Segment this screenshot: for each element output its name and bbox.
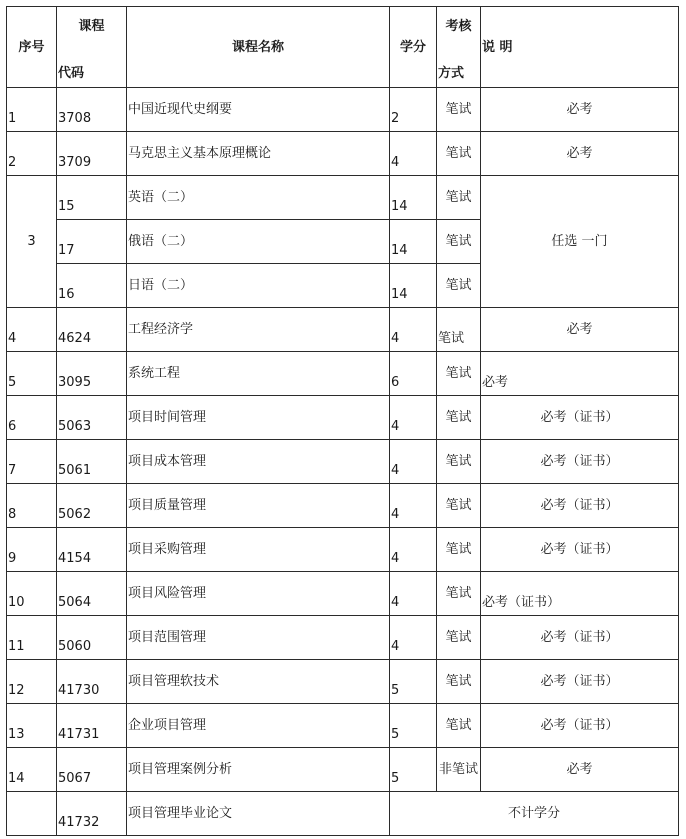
cell-mode: 笔试	[437, 572, 481, 616]
cell-code: 4154	[57, 528, 127, 572]
cell-mode: 笔试	[437, 308, 481, 352]
cell-credit: 4	[390, 616, 437, 660]
cell-seq: 11	[7, 616, 57, 660]
cell-seq: 8	[7, 484, 57, 528]
cell-mode: 笔试	[437, 132, 481, 176]
cell-mode: 笔试	[437, 528, 481, 572]
cell-note: 必考	[481, 748, 679, 792]
cell-note: 必考（证书）	[481, 572, 679, 616]
cell-name: 中国近现代史纲要	[127, 88, 390, 132]
table-row	[7, 528, 679, 572]
course-table	[6, 6, 679, 836]
header-name: 课程名称	[127, 7, 390, 88]
cell-seq: 12	[7, 660, 57, 704]
cell-seq: 14	[7, 748, 57, 792]
cell-name: 马克思主义基本原理概论	[127, 132, 390, 176]
table-row	[7, 132, 679, 176]
table-row	[7, 440, 679, 484]
cell-note: 必考	[481, 132, 679, 176]
cell-note: 必考（证书）	[481, 704, 679, 748]
header-seq: 序号	[7, 7, 57, 88]
cell-note-merged: 任选 一门	[481, 176, 679, 308]
cell-note: 必考（证书）	[481, 616, 679, 660]
cell-credit: 4	[390, 308, 437, 352]
cell-note: 必考（证书）	[481, 528, 679, 572]
cell-code: 5060	[57, 616, 127, 660]
cell-note: 必考（证书）	[481, 660, 679, 704]
cell-credit: 4	[390, 132, 437, 176]
table-row	[7, 176, 679, 220]
cell-credit: 5	[390, 660, 437, 704]
cell-seq: 2	[7, 132, 57, 176]
header-mode	[437, 7, 481, 88]
table-row	[7, 396, 679, 440]
table-row	[7, 572, 679, 616]
table-row	[7, 484, 679, 528]
cell-credit: 4	[390, 484, 437, 528]
table-row	[7, 792, 679, 836]
cell-mode: 笔试	[437, 396, 481, 440]
cell-code: 3095	[57, 352, 127, 396]
cell-name: 项目范围管理	[127, 616, 390, 660]
header-row	[7, 7, 679, 88]
cell-code: 41731	[57, 704, 127, 748]
cell-seq	[7, 792, 57, 836]
cell-mode: 笔试	[437, 176, 481, 220]
cell-name: 日语（二）	[127, 264, 390, 308]
cell-credit: 5	[390, 704, 437, 748]
cell-note-merged: 不计学分	[390, 792, 679, 836]
cell-name: 项目采购管理	[127, 528, 390, 572]
cell-code: 3708	[57, 88, 127, 132]
cell-code: 15	[57, 176, 127, 220]
cell-seq: 13	[7, 704, 57, 748]
cell-name: 项目管理毕业论文	[127, 792, 390, 836]
cell-mode: 非笔试	[437, 748, 481, 792]
cell-seq: 5	[7, 352, 57, 396]
cell-credit: 4	[390, 396, 437, 440]
cell-note: 必考（证书）	[481, 440, 679, 484]
cell-name: 项目管理案例分析	[127, 748, 390, 792]
header-note: 说 明	[481, 7, 679, 88]
header-mode-bottom: 方式	[438, 66, 465, 81]
cell-mode: 笔试	[437, 484, 481, 528]
header-code	[57, 7, 127, 88]
cell-seq: 6	[7, 396, 57, 440]
cell-code: 16	[57, 264, 127, 308]
cell-code: 5062	[57, 484, 127, 528]
table-row	[7, 88, 679, 132]
cell-name: 项目风险管理	[127, 572, 390, 616]
cell-name: 英语（二）	[127, 176, 390, 220]
cell-mode: 笔试	[437, 88, 481, 132]
cell-code: 5067	[57, 748, 127, 792]
table-row	[7, 660, 679, 704]
cell-seq: 9	[7, 528, 57, 572]
cell-name: 俄语（二）	[127, 220, 390, 264]
cell-seq: 4	[7, 308, 57, 352]
table-row	[7, 616, 679, 660]
cell-seq: 7	[7, 440, 57, 484]
cell-credit: 14	[390, 264, 437, 308]
table-row	[7, 308, 679, 352]
cell-credit: 4	[390, 440, 437, 484]
cell-mode: 笔试	[437, 616, 481, 660]
cell-mode: 笔试	[437, 220, 481, 264]
cell-credit: 4	[390, 572, 437, 616]
cell-mode: 笔试	[437, 352, 481, 396]
cell-name: 企业项目管理	[127, 704, 390, 748]
cell-note: 必考	[481, 308, 679, 352]
cell-code: 3709	[57, 132, 127, 176]
cell-code: 5064	[57, 572, 127, 616]
cell-mode: 笔试	[437, 704, 481, 748]
cell-code: 17	[57, 220, 127, 264]
cell-mode: 笔试	[437, 264, 481, 308]
cell-credit: 2	[390, 88, 437, 132]
table-row	[7, 748, 679, 792]
cell-credit: 14	[390, 176, 437, 220]
cell-seq-merged: 3	[7, 176, 57, 308]
cell-code: 5063	[57, 396, 127, 440]
cell-name: 项目成本管理	[127, 440, 390, 484]
cell-credit: 4	[390, 528, 437, 572]
header-code-bottom: 代码	[58, 66, 85, 81]
cell-code: 41732	[57, 792, 127, 836]
cell-name: 项目质量管理	[127, 484, 390, 528]
cell-note: 必考（证书）	[481, 484, 679, 528]
cell-code: 4624	[57, 308, 127, 352]
cell-name: 系统工程	[127, 352, 390, 396]
cell-code: 41730	[57, 660, 127, 704]
cell-name: 项目时间管理	[127, 396, 390, 440]
table-row	[7, 704, 679, 748]
cell-note: 必考	[481, 352, 679, 396]
cell-credit: 5	[390, 748, 437, 792]
cell-mode: 笔试	[437, 440, 481, 484]
cell-seq: 1	[7, 88, 57, 132]
cell-name: 项目管理软技术	[127, 660, 390, 704]
cell-seq: 10	[7, 572, 57, 616]
cell-mode: 笔试	[437, 660, 481, 704]
table-row	[7, 352, 679, 396]
header-mode-top: 考核	[445, 19, 472, 34]
cell-note: 必考（证书）	[481, 396, 679, 440]
cell-code: 5061	[57, 440, 127, 484]
header-code-top: 课程	[78, 19, 105, 34]
header-credit: 学分	[390, 7, 437, 88]
cell-name: 工程经济学	[127, 308, 390, 352]
cell-note: 必考	[481, 88, 679, 132]
cell-credit: 6	[390, 352, 437, 396]
cell-credit: 14	[390, 220, 437, 264]
